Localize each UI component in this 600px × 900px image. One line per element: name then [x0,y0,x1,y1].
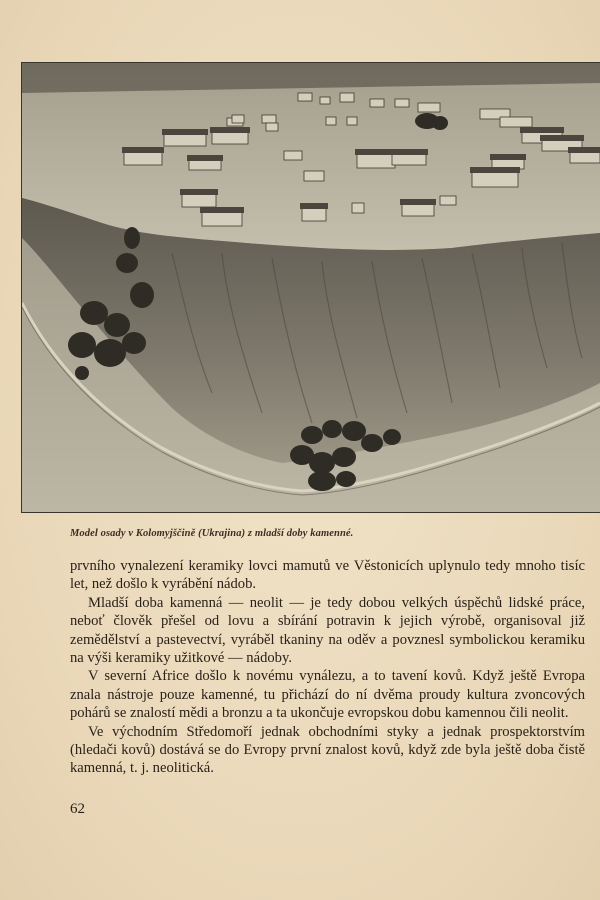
paragraph: Ve východním Středomoří jednak obchodními styky a jednak prospektorstvím (hledači kovů) dostává se do Evropy první znalost kovů, když zde byla ještě doba čistě kamenná, t. j. neolitická. [70,723,585,777]
body-text [70,557,585,778]
paragraph: Mladší doba kamenná — neolit — je tedy dobou velkých úspěchů lidské práce, neboť člověk přešel od lovu a sbírání potravin k jejich výrobě, organisoval již zemědělství a pastevectví, vyráběl tkaniny na oděv a povznesl symbolickou keramiku na výši keramiky užitkové — nádoby. [70,594,585,667]
figure-caption: Model osady v Kolomyjščině (Ukrajina) z mladší doby kamenné. [70,528,354,539]
paragraph: prvního vynalezení keramiky lovci mamutů ve Věstonicích uplynulo tedy mnoho tisíc let, než došlo k vyrábění nádob. [70,558,585,593]
page-number: 62 [70,801,85,817]
settlement-model-photo [21,62,600,513]
paragraph: V severní Africe došlo k novému vynálezu, a to tavení kovů. Když ještě Evropa znala nástroje pouze kamenné, tu přichází do ní dvěma proudy kultura zvoncových pohárů se znalostí mědi a bronzu a ta ukončuje evropskou dobu kamennou čili neolit. [70,668,585,722]
